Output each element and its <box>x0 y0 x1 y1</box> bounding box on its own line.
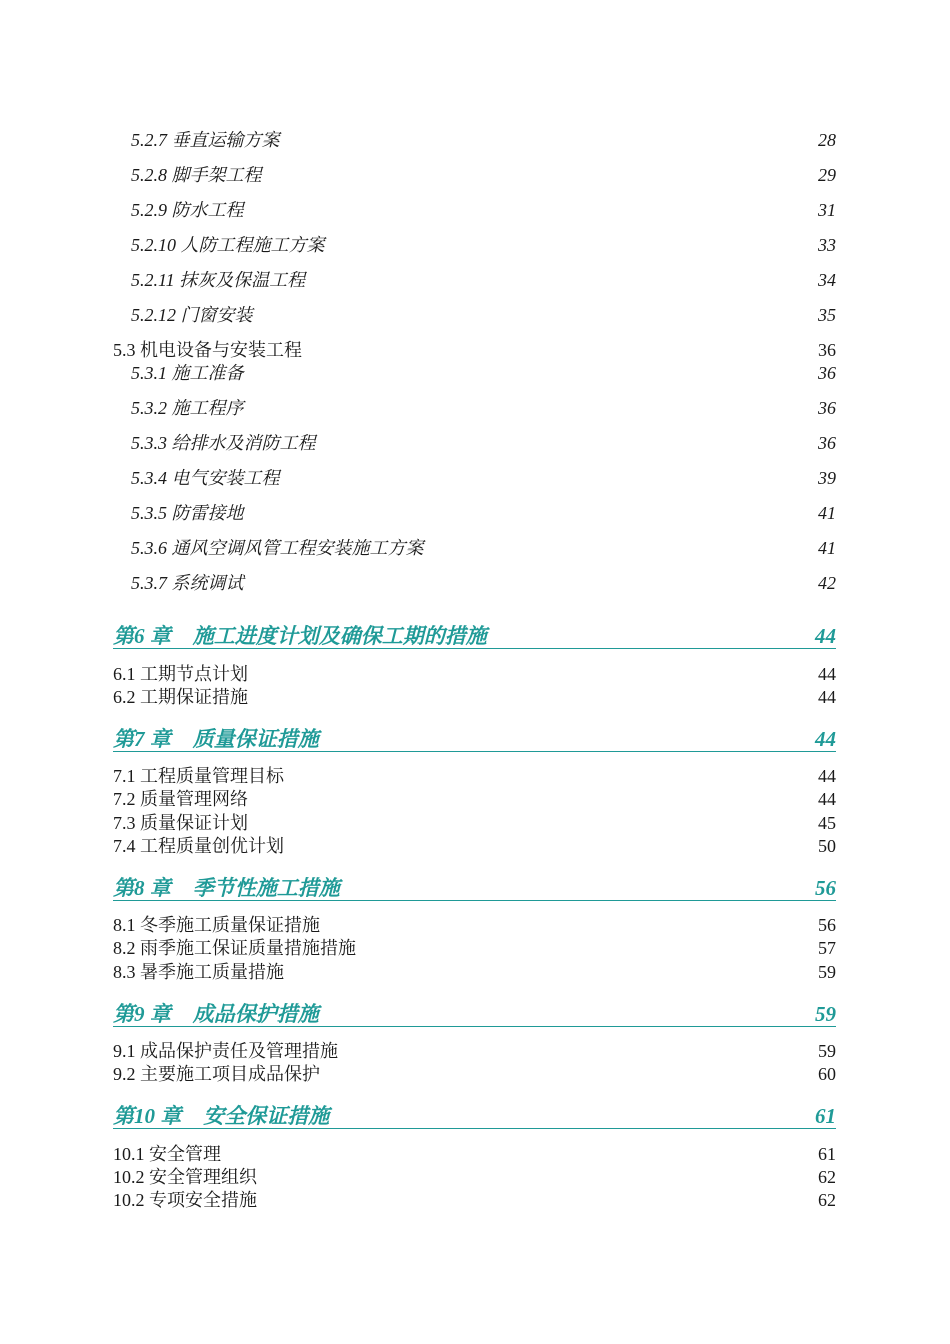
toc-entry-label: 5.3.1 施工准备 <box>131 363 244 383</box>
toc-entry[interactable] <box>131 569 836 595</box>
toc-entry-page: 42 <box>818 573 836 593</box>
toc-entry-page: 44 <box>818 664 836 684</box>
toc-entry-page: 36 <box>818 433 836 453</box>
chapter-name: 季节性施工措施 <box>192 876 340 900</box>
toc-entry-page: 62 <box>818 1167 836 1187</box>
toc-entry-label: 6.1 工期节点计划 <box>113 664 248 684</box>
chapter-page: 44 <box>815 624 836 648</box>
toc-entry-page: 60 <box>818 1064 836 1084</box>
toc-entry-page: 33 <box>818 235 836 255</box>
toc-entry-label: 10.2 安全管理组织 <box>113 1167 257 1187</box>
toc-chapter-heading[interactable] <box>113 727 836 752</box>
toc-entry-page: 41 <box>818 503 836 523</box>
chapter-number: 第8 章 <box>113 876 171 900</box>
toc-entry[interactable] <box>131 359 836 385</box>
toc-entry-label: 9.2 主要施工项目成品保护 <box>113 1064 320 1084</box>
toc-entry-label: 5.2.11 抹灰及保温工程 <box>131 270 306 290</box>
toc-entry[interactable] <box>131 499 836 525</box>
toc-entry-label: 7.2 质量管理网络 <box>113 789 248 809</box>
toc-entry[interactable] <box>131 394 836 420</box>
toc-entry[interactable] <box>131 126 836 152</box>
toc-entry[interactable] <box>131 161 836 187</box>
toc-section-entry[interactable] <box>113 785 836 811</box>
toc-entry-label: 8.1 冬季施工质量保证措施 <box>113 915 320 935</box>
toc-entry-label: 7.1 工程质量管理目标 <box>113 766 284 786</box>
toc-entry-label: 5.3.7 系统调试 <box>131 573 244 593</box>
toc-entry-page: 41 <box>818 538 836 558</box>
chapter-title <box>113 1002 319 1026</box>
toc-entry-page: 59 <box>818 1041 836 1061</box>
chapter-name: 成品保护措施 <box>192 1002 319 1026</box>
toc-entry-page: 59 <box>818 962 836 982</box>
toc-entry-page: 39 <box>818 468 836 488</box>
chapter-page: 56 <box>815 876 836 900</box>
chapter-number: 第6 章 <box>113 624 171 648</box>
chapter-title <box>113 624 487 648</box>
toc-entry-label: 5.3.6 通风空调风管工程安装施工方案 <box>131 538 424 558</box>
toc-entry-label: 10.2 专项安全措施 <box>113 1190 257 1210</box>
toc-entry[interactable] <box>131 231 836 257</box>
chapter-name: 质量保证措施 <box>192 727 319 751</box>
toc-entry-label: 5.3.2 施工程序 <box>131 398 244 418</box>
toc-entry-label: 5.3 机电设备与安装工程 <box>113 340 302 360</box>
toc-entry-label: 7.3 质量保证计划 <box>113 813 248 833</box>
toc-entry-label: 7.4 工程质量创优计划 <box>113 836 284 856</box>
chapter-number: 第7 章 <box>113 727 171 751</box>
toc-entry[interactable] <box>131 464 836 490</box>
toc-entry-label: 5.2.12 门窗安装 <box>131 305 253 325</box>
toc-entry-page: 61 <box>818 1144 836 1164</box>
toc-entry-page: 57 <box>818 938 836 958</box>
chapter-name: 施工进度计划及确保工期的措施 <box>192 624 487 648</box>
toc-chapter-heading[interactable] <box>113 1002 836 1027</box>
toc-section-entry[interactable] <box>113 1060 836 1086</box>
toc-entry-label: 5.3.5 防雷接地 <box>131 503 244 523</box>
chapter-page: 44 <box>815 727 836 751</box>
toc-entry[interactable] <box>131 534 836 560</box>
toc-entry-page: 36 <box>818 398 836 418</box>
toc-chapter-heading[interactable] <box>113 876 836 901</box>
toc-entry-page: 35 <box>818 305 836 325</box>
toc-section-entry[interactable] <box>113 1186 836 1212</box>
toc-entry-label: 8.2 雨季施工保证质量措施措施 <box>113 938 356 958</box>
toc-entry-label: 5.2.7 垂直运输方案 <box>131 130 280 150</box>
toc-section-entry[interactable] <box>113 683 836 709</box>
chapter-number: 第9 章 <box>113 1002 171 1026</box>
chapter-number: 第10 章 <box>113 1104 182 1128</box>
toc-entry-page: 29 <box>818 165 836 185</box>
chapter-title <box>113 1104 329 1128</box>
toc-entry-page: 28 <box>818 130 836 150</box>
toc-entry[interactable] <box>131 429 836 455</box>
toc-entry-page: 44 <box>818 766 836 786</box>
toc-entry-page: 36 <box>818 363 836 383</box>
toc-entry[interactable] <box>131 301 836 327</box>
toc-entry-page: 45 <box>818 813 836 833</box>
toc-entry-label: 6.2 工期保证措施 <box>113 687 248 707</box>
toc-entry-label: 5.2.9 防水工程 <box>131 200 244 220</box>
toc-entry-label: 5.3.3 给排水及消防工程 <box>131 433 316 453</box>
toc-chapter-heading[interactable] <box>113 624 836 649</box>
toc-chapter-heading[interactable] <box>113 1104 836 1129</box>
chapter-title <box>113 727 319 751</box>
toc-entry-label: 10.1 安全管理 <box>113 1144 221 1164</box>
toc-entry-page: 50 <box>818 836 836 856</box>
chapter-name: 安全保证措施 <box>203 1104 330 1128</box>
toc-entry-page: 56 <box>818 915 836 935</box>
toc-entry[interactable] <box>131 266 836 292</box>
toc-entry-label: 5.2.10 人防工程施工方案 <box>131 235 325 255</box>
toc-entry-page: 36 <box>818 340 836 360</box>
toc-entry-page: 62 <box>818 1190 836 1210</box>
toc-entry-page: 44 <box>818 789 836 809</box>
toc-entry-label: 5.2.8 脚手架工程 <box>131 165 262 185</box>
toc-entry-label: 5.3.4 电气安装工程 <box>131 468 280 488</box>
toc-entry-label: 8.3 暑季施工质量措施 <box>113 962 284 982</box>
toc-section-entry[interactable] <box>113 958 836 984</box>
chapter-page: 59 <box>815 1002 836 1026</box>
toc-entry-label: 9.1 成品保护责任及管理措施 <box>113 1041 338 1061</box>
toc-entry-page: 31 <box>818 200 836 220</box>
toc-section-entry[interactable] <box>113 832 836 858</box>
toc-entry-page: 44 <box>818 687 836 707</box>
toc-entry-page: 34 <box>818 270 836 290</box>
toc-section-entry[interactable] <box>113 934 836 960</box>
chapter-title <box>113 876 340 900</box>
chapter-page: 61 <box>815 1104 836 1128</box>
toc-entry[interactable] <box>131 196 836 222</box>
